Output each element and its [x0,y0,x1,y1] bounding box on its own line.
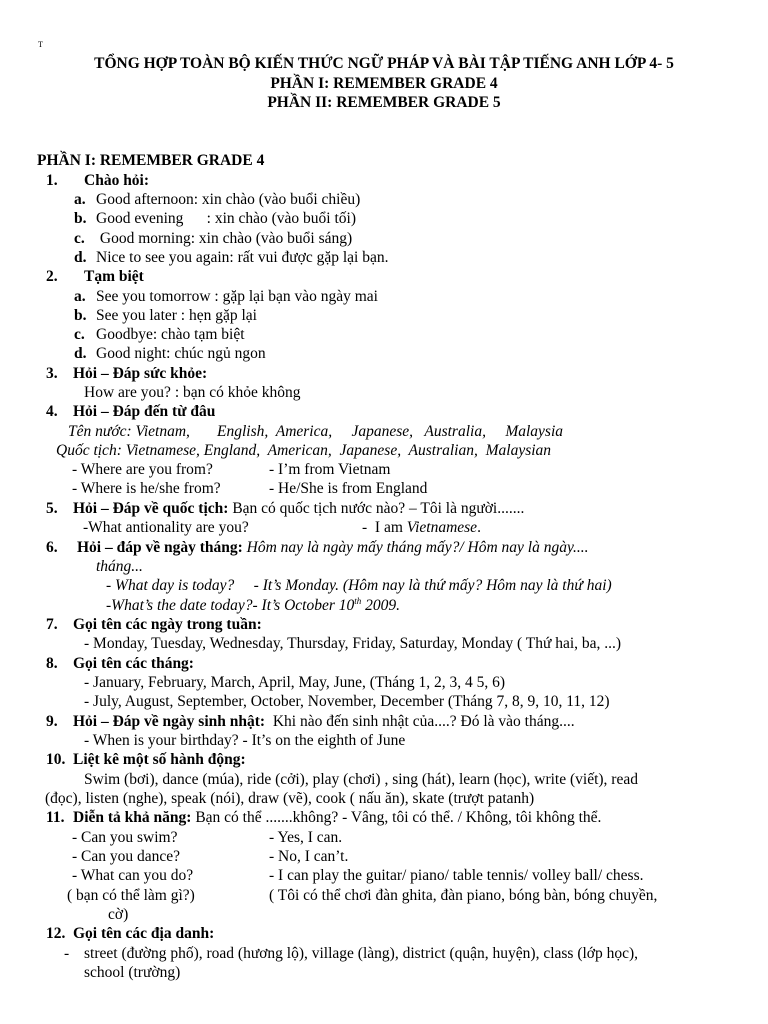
item-marker: a. [74,288,86,305]
list-item: See you later : hẹn gặp lại [96,307,257,324]
section-3-number: 3. [46,365,58,382]
actions-line: (đọc), listen (nghe), speak (nói), draw (vẽ), cook ( nấu ăn), skate (trượt patanh) [45,790,535,807]
part1-heading: PHẦN I: REMEMBER GRADE 4 [37,152,265,169]
places-line: school (trường) [84,964,181,981]
example-line: - What day is today? - It’s Monday. (Hôm nay là thứ mấy? Hôm nay là thứ hai) [106,577,612,594]
answer-continuation: cờ) [108,906,129,923]
section-2-number: 2. [46,268,58,285]
section-6-title: Hỏi – đáp về ngày tháng: [77,539,243,556]
section-10-number: 10. [46,751,66,768]
answer-line: - He/She is from England [269,480,428,497]
section-4-title: Hỏi – Đáp đến từ đâu [73,403,216,420]
list-item: Good afternoon: xin chào (vào buổi chiều) [96,191,361,208]
list-item: Good evening : xin chào (vào buổi tối) [96,210,357,227]
ordinal-suffix: th [354,595,362,606]
answer-line: ( Tôi có thể chơi đàn ghita, đàn piano, bóng bàn, bóng chuyền, [269,887,658,904]
section-9-heading-rest: Khi nào đến sinh nhật của....? Đó là vào tháng.... [265,713,575,730]
section-5-number: 5. [46,500,58,517]
months-line: - July, August, September, October, November, December (Tháng 7, 8, 9, 10, 11, 12) [84,693,610,710]
section-3-line: How are you? : bạn có khỏe không [84,384,301,401]
section-11-title: Diễn tả khả năng: [73,809,192,826]
section-1-title: Chào hỏi: [84,172,150,189]
list-item: See you tomorrow : gặp lại bạn vào ngày mai [96,288,378,305]
section-12-number: 12. [46,925,66,942]
section-8-number: 8. [46,655,58,672]
question-line: - Can you swim? [72,829,178,846]
item-marker: d. [74,345,87,362]
subtitle-part-2: PHẦN II: REMEMBER GRADE 5 [267,94,501,111]
section-7-number: 7. [46,616,58,633]
item-marker: b. [74,210,87,227]
list-item: Good morning: xin chào (vào buổi sáng) [96,230,353,247]
section-9-title: Hỏi – Đáp về ngày sinh nhật: [73,713,266,730]
answer-italic: Vietnamese [406,519,478,536]
subtitle-part-1: PHẦN I: REMEMBER GRADE 4 [270,75,498,92]
section-2-title: Tạm biệt [84,268,144,285]
item-marker: a. [74,191,86,208]
section-1-number: 1. [46,172,58,189]
item-marker: b. [74,307,87,324]
bullet-dash: - [64,945,70,962]
section-6-number: 6. [46,539,58,556]
section-5-heading [73,499,524,518]
answer-line: - I can play the guitar/ piano/ table tennis/ volley ball/ chess. [269,867,644,884]
section-5-heading-rest: Bạn có quốc tịch nước nào? – Tôi là người....... [228,500,525,517]
section-8-title: Gọi tên các tháng: [73,655,194,672]
question-line: -What antionality are you? [83,519,249,536]
months-line: - January, February, March, April, May, June, (Tháng 1, 2, 3, 4 5, 6) [84,674,505,691]
section-3-title: Hỏi – Đáp sức khỏe: [73,365,208,382]
section-6-heading [77,538,588,557]
section-11-number: 11. [46,809,65,826]
section-4-number: 4. [46,403,58,420]
section-6-continuation: tháng... [96,558,143,575]
question-line: - Can you dance? [72,848,181,865]
section-12-title: Gọi tên các địa danh: [73,925,215,942]
actions-line: Swim (bơi), dance (múa), ride (cởi), play (chơi) , sing (hát), learn (học), write (viết), read [84,771,638,788]
question-line: - Where is he/she from? [72,480,221,497]
example-line [106,596,400,615]
places-line: street (đường phố), road (hương lộ), village (làng), district (quận, huyện), class (lớp học), [84,945,639,962]
question-line: ( bạn có thể làm gì?) [67,887,195,904]
section-7-line: - Monday, Tuesday, Wednesday, Thursday, Friday, Saturday, Monday ( Thứ hai, ba, ...) [84,635,622,652]
list-item: Good night: chúc ngủ ngon [96,345,266,362]
countries-line: Tên nước: Vietnam, English, America, Japanese, Australia, Malaysia [68,423,564,440]
document-title: TỔNG HỢP TOÀN BỘ KIẾN THỨC NGỮ PHÁP VÀ BÀI TẬP TIẾNG ANH LỚP 4- 5 [94,55,674,72]
question-line: - Where are you from? [72,461,213,478]
question-line: - What can you do? [72,867,194,884]
list-item: Goodbye: chào tạm biệt [96,326,245,343]
section-9-number: 9. [46,713,58,730]
answer-line: - I’m from Vietnam [269,461,391,478]
section-11-heading [73,808,601,827]
section-10-title: Liệt kê một số hành động: [73,751,246,768]
answer-line [362,518,481,537]
item-marker: c. [74,326,85,343]
section-6-heading-rest: Hôm nay là ngày mấy tháng mấy?/ Hôm nay là ngày.... [242,539,589,556]
answer-suffix: . [477,519,481,536]
section-7-title: Gọi tên các ngày trong tuần: [73,616,262,633]
section-9-line: - When is your birthday? - It’s on the eighth of June [84,732,406,749]
item-marker: c. [74,230,85,247]
section-9-heading [73,712,575,731]
item-marker: d. [74,249,87,266]
section-11-heading-rest: Bạn có thể .......không? - Vâng, tôi có thể. / Không, tôi không thể. [191,809,602,826]
nationalities-line: Quốc tịch: Vietnamese, England, American, Japanese, Australian, Malaysian [56,442,552,459]
date-question: -What’s the date today?- It’s October 10 [106,597,355,614]
corner-mark: T [38,40,43,49]
section-5-title: Hỏi – Đáp về quốc tịch: [73,500,229,517]
date-year: 2009. [361,597,401,614]
list-item: Nice to see you again: rất vui được gặp lại bạn. [96,249,389,266]
answer-line: - No, I can’t. [269,848,349,865]
answer-line: - Yes, I can. [269,829,343,846]
answer-prefix: - I am [362,519,407,536]
